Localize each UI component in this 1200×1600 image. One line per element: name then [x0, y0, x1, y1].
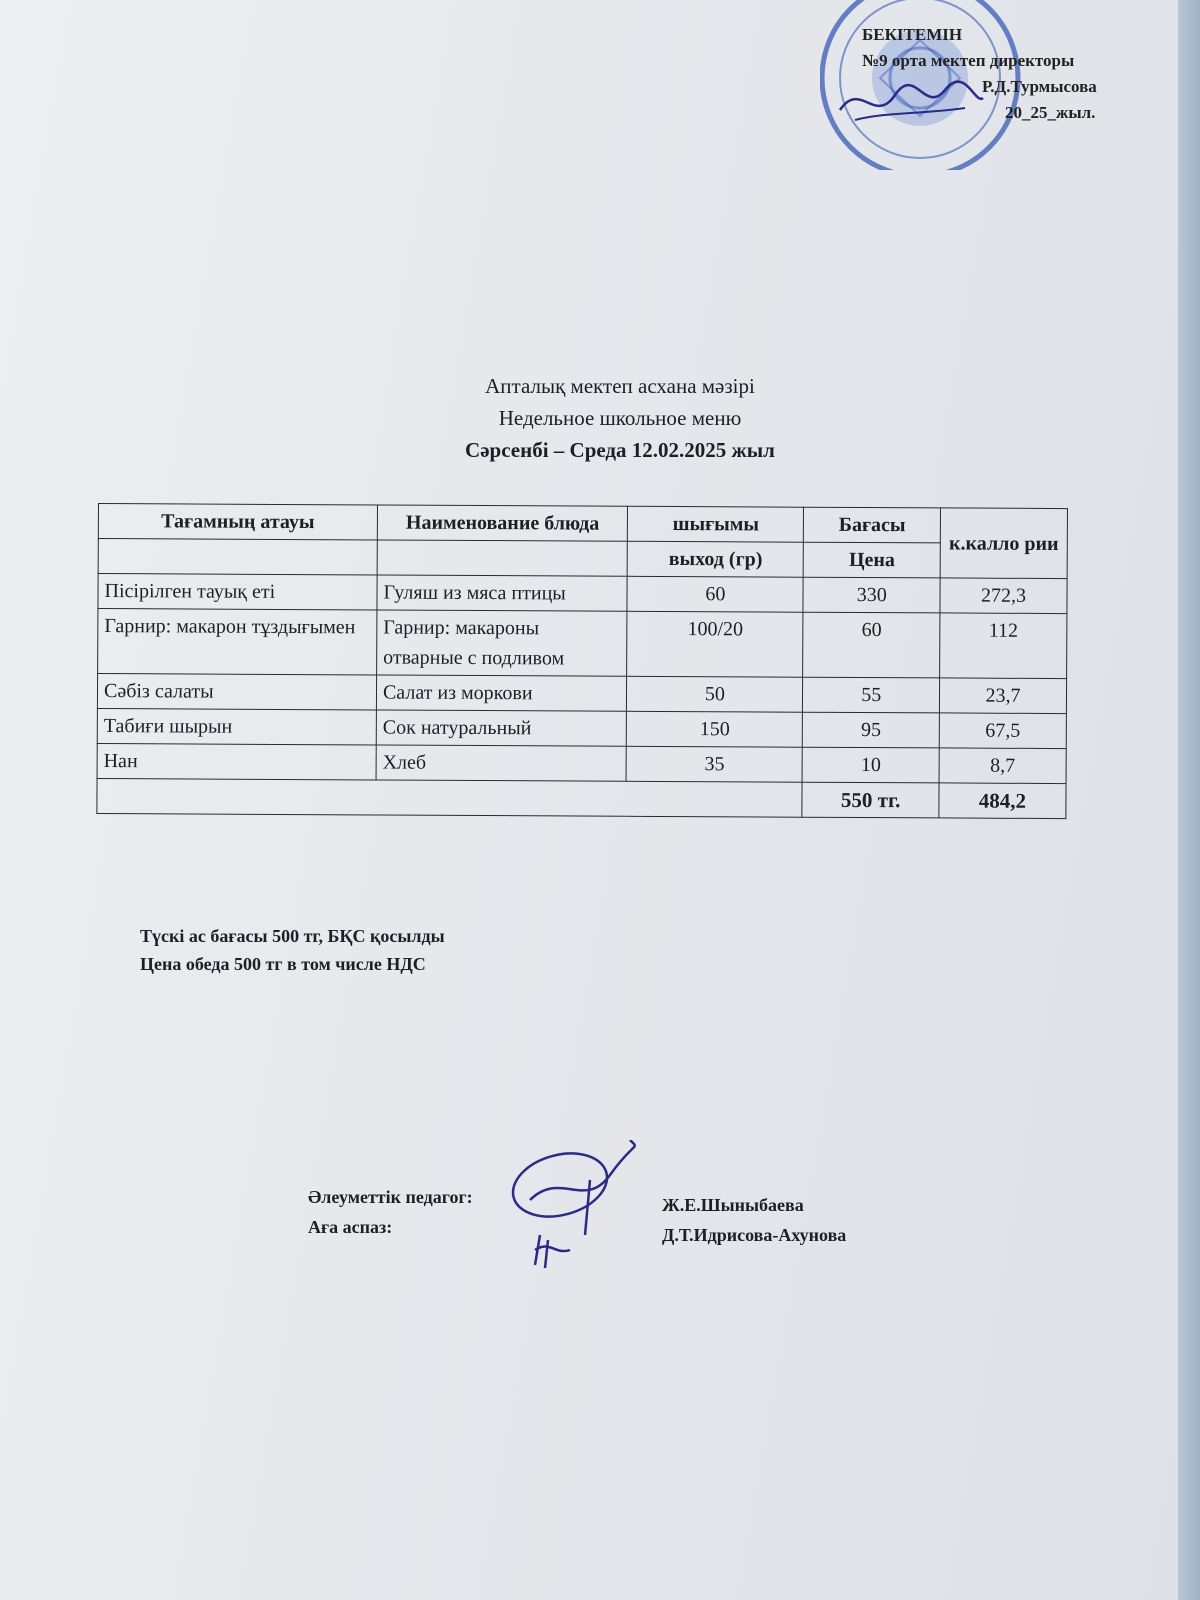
dish-name-kz: Пісірілген тауық еті	[98, 574, 377, 610]
dish-yield: 150	[627, 711, 803, 747]
column-subheader: выход (гр)	[627, 541, 803, 577]
dish-name-kz: Табиғи шырын	[97, 708, 376, 744]
dish-kcal: 8,7	[939, 748, 1066, 784]
column-header: к.калло рии	[940, 508, 1067, 579]
signature-roles	[308, 1182, 473, 1242]
title-kz: Апталық мектеп асхана мәзірі	[485, 374, 755, 398]
table-row	[97, 708, 1066, 748]
total-price: 550 тг.	[802, 782, 939, 818]
director-signature	[835, 70, 985, 130]
table-row	[97, 674, 1066, 714]
column-subheader	[377, 540, 628, 576]
table-row	[98, 574, 1067, 614]
background-edge	[1178, 0, 1200, 1600]
approval-date: 20_25_жыл.	[1005, 103, 1096, 122]
price-note-ru: Цена обеда 500 тг в том числе НДС	[140, 954, 426, 974]
total-spacer	[97, 778, 803, 817]
approval-position: №9 орта мектеп директоры	[862, 51, 1075, 70]
signature-names	[662, 1190, 846, 1250]
column-header: Тағамның атауы	[98, 504, 377, 540]
dish-price: 10	[803, 747, 940, 783]
staff-signatures	[490, 1140, 650, 1270]
dish-yield: 100/20	[627, 611, 803, 677]
dish-name-ru: Салат из моркови	[376, 675, 627, 711]
table-row	[98, 609, 1067, 679]
table-header-row	[98, 504, 1067, 544]
document-titles	[300, 370, 940, 466]
dish-yield: 60	[627, 576, 803, 612]
total-kcal: 484,2	[939, 783, 1066, 819]
name-head-cook: Д.Т.Идрисова-Ахунова	[662, 1225, 847, 1245]
dish-price: 95	[803, 712, 940, 748]
dish-yield: 50	[627, 676, 803, 712]
date-line: Сәрсенбі – Среда 12.02.2025 жыл	[465, 438, 775, 462]
dish-kcal: 112	[940, 613, 1067, 679]
dish-yield: 35	[626, 746, 802, 782]
column-subheader: Цена	[804, 542, 941, 578]
dish-price: 60	[803, 612, 940, 678]
role-head-cook: Аға аспаз:	[308, 1217, 393, 1237]
column-header: Наименование блюда	[377, 505, 628, 541]
dish-price: 55	[803, 677, 940, 713]
dish-price: 330	[803, 577, 940, 613]
dish-name-ru: Гуляш из мяса птицы	[377, 575, 628, 611]
dish-name-ru: Хлеб	[376, 745, 627, 781]
dish-name-ru: Сок натуральный	[376, 710, 627, 746]
dish-kcal: 272,3	[940, 578, 1067, 614]
dish-kcal: 23,7	[939, 678, 1066, 714]
table-subheader-row	[98, 539, 1067, 579]
price-note-kz: Түскі ас бағасы 500 тг, БҚС қосылды	[140, 926, 445, 946]
column-header: шығымы	[628, 506, 804, 542]
menu-table	[96, 503, 1068, 819]
price-notes	[140, 922, 445, 978]
table-row	[97, 743, 1066, 783]
name-social-pedagogue: Ж.Е.Шыныбаева	[662, 1195, 804, 1215]
column-subheader	[98, 539, 377, 575]
table-total-row	[97, 778, 1066, 818]
title-ru: Недельное школьное меню	[498, 406, 742, 430]
role-social-pedagogue: Әлеуметтік педагог:	[308, 1187, 473, 1207]
approval-director-name: Р.Д.Турмысова	[982, 77, 1097, 96]
approval-heading: БЕКІТЕМІН	[862, 25, 963, 44]
dish-name-kz: Сәбіз салаты	[97, 674, 376, 710]
dish-name-kz: Гарнир: макарон тұздығымен	[98, 609, 377, 675]
dish-name-kz: Нан	[97, 743, 376, 779]
column-header: Бағасы	[804, 507, 941, 543]
dish-name-ru: Гарнир: макароны отварные с подливом	[377, 610, 628, 676]
dish-kcal: 67,5	[939, 713, 1066, 749]
